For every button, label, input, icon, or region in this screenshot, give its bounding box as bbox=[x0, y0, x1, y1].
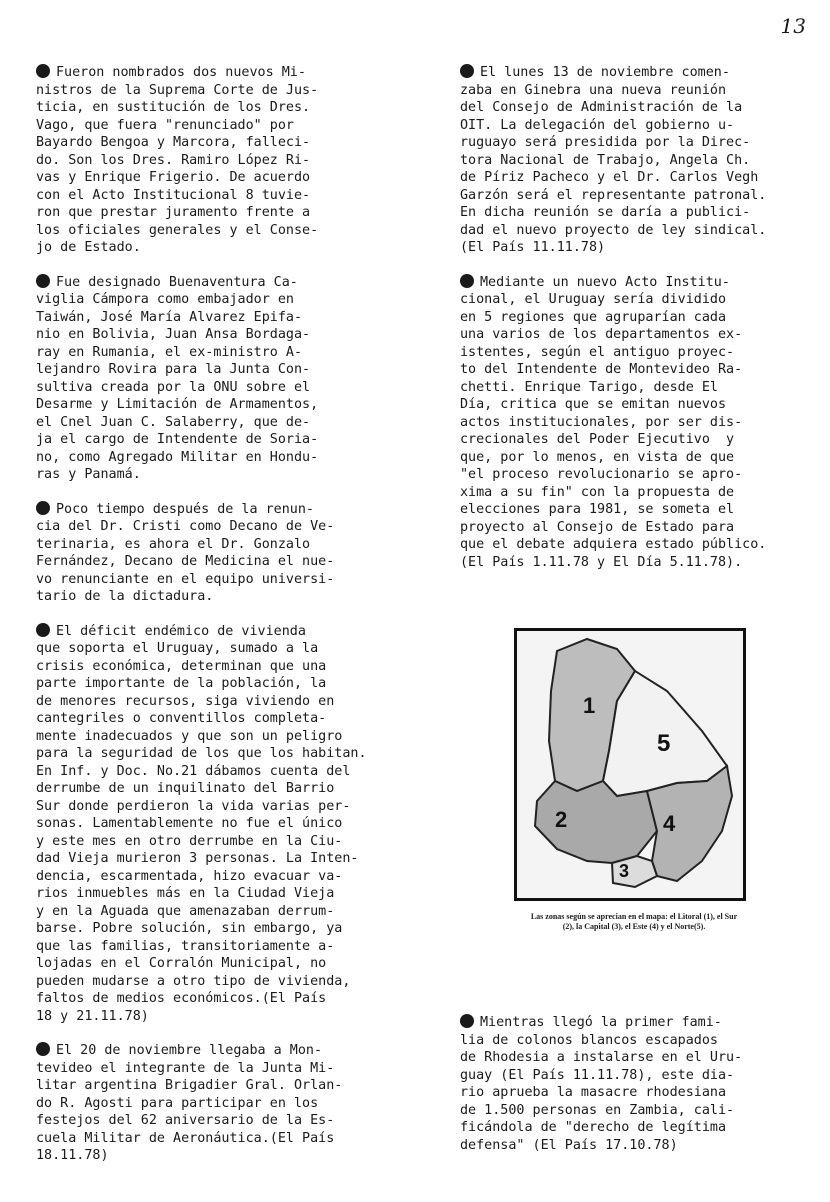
bullet-icon bbox=[460, 274, 474, 288]
news-item: El lunes 13 de noviembre comen- zaba en Ginebra una nueva reunión del Consejo de Administración de la OIT. La delegación del gobierno u- ruguayo será presidida por la Direc- tora Nacional de Trabajo, Angela Ch. de Píriz Pacheco y el Dr. Carlos Vegh Garzón será el representante patronal. En dicha reunión se daría a publici- dad el nuevo proyecto de ley sindical. (El País 11.11.78) bbox=[460, 65, 767, 255]
bullet-icon bbox=[460, 1014, 474, 1028]
bullet-icon bbox=[460, 64, 474, 78]
bullet-icon bbox=[36, 501, 50, 515]
region-label: 3 bbox=[619, 861, 630, 881]
news-item: Mientras llegó la primer fami- lia de colonos blancos escapados de Rhodesia a instalarse en el Uru- guay (El País 11.11.78), este dia- rio aprueba la masacre rhodesiana de 1.500 personas en Zambia, cali- ficándola de "derecho de legítima defensa" (El País 17.10.78) bbox=[460, 1015, 743, 1153]
map-graphic bbox=[517, 631, 743, 898]
news-item: El déficit endémico de vivienda que soporta el Uruguay, sumado a la crisis económica, determinan que una parte importante de la población, la de menores recursos, siga viviendo en cantegriles o conventillos completa- mente inadecuados y que son un peligro para la seguridad de los que los habitan. En Inf. y Doc. No.21 dábamos cuenta del derrumbe de un inquilinato del Barrio Sur donde perdieron la vida varias per- sonas. Lamentablemente no fue el único y este mes en otro derrumbe en la Ciu- dad Vieja murieron 3 personas. La Inten- dencia, escarmentada, hizo evacuar va- rios inmuebles más en la Ciudad Vieja y en la Aguada que amenazaban derrum- barse. Pobre solución, sin embargo, ya que las familias, transitoriamente a- lojadas en el Corralón Municipal, no pueden mudarse a otro tipo de vivienda, faltos de medios económicos.(El País 18 y 21.11.78) bbox=[36, 623, 367, 1024]
bullet-icon bbox=[36, 64, 50, 78]
news-item: El 20 de noviembre llegaba a Mon- tevideo el integrante de la Junta Mi- litar argentina Brigadier Gral. Orlan- do R. Agosti para participar en los festejos del 62 aniversario de la Es- cuela Militar de Aeronáutica.(El País 18.11.78) bbox=[36, 1043, 343, 1163]
region-label: 2 bbox=[555, 807, 568, 832]
news-item: Fue designado Buenaventura Ca- viglia Cámpora como embajador en Taiwán, José María Alvarez Epifa- nio en Bolivia, Juan Ansa Bordaga- ray en Rumania, el ex-ministro A- lejandro Rovira para la Junta Con- sultiva creada por la ONU sobre el Desarme y Limitación de Armamentos, el Cnel Juan C. Salaberry, que de- ja el cargo de Intendente de Soria- no, como Agregado Militar en Hondu- ras y Panamá. bbox=[36, 274, 319, 482]
region-label: 1 bbox=[583, 693, 596, 718]
bullet-icon bbox=[36, 623, 50, 637]
page-number: 13 bbox=[780, 14, 806, 38]
bullet-icon bbox=[36, 274, 50, 288]
map-caption: Las zonas según se aprecian en el mapa: el Litoral (1), el Sur (2), la Capital (3), el Este (4) y el Norte(5). bbox=[530, 912, 738, 931]
left-column bbox=[36, 64, 414, 1182]
uruguay-regions-map bbox=[514, 628, 746, 901]
region-2-shape bbox=[535, 781, 657, 863]
region-label: 4 bbox=[663, 811, 676, 836]
news-item: Poco tiempo después de la renun- cia del Dr. Cristi como Decano de Ve- terinaria, es ahora el Dr. Gonzalo Fernández, Decano de Medicina el nue- vo renunciante en el equipo universi- tario de la dictadura. bbox=[36, 501, 335, 604]
news-item: Fueron nombrados dos nuevos Mi- nistros de la Suprema Corte de Jus- ticia, en sustitución de los Dres. Vago, que fuera "renunciado" por Bayardo Bengoa y Marcora, falleci- do. Son los Dres. Ramiro López Ri- vas y Enrique Frigerio. De acuerdo con el Acto Institucional 8 tuvie- ron que prestar juramento frente a los oficiales generales y el Conse- jo de Estado. bbox=[36, 65, 319, 255]
right-column bbox=[460, 64, 812, 588]
bullet-icon bbox=[36, 1042, 50, 1056]
news-item: Mediante un nuevo Acto Institu- cional, el Uruguay sería dividido en 5 regiones que agruparían cada una varios de los departamentos ex- istentes, según el antiguo proyec- to del Intendente de Montevideo Ra- chetti. Enrique Tarigo, desde El Día, critica que se emitan nuevos actos institucionales, por ser dis- crecionales del Poder Ejecutivo y que, por lo menos, en vista de que "el proceso revolucionario se apro- xima a su fin" con la propuesta de elecciones para 1981, se someta el proyecto al Consejo de Estado para que el debate adquiera estado público. (El País 1.11.78 y El Día 5.11.78). bbox=[460, 274, 767, 570]
region-label: 5 bbox=[657, 730, 671, 757]
